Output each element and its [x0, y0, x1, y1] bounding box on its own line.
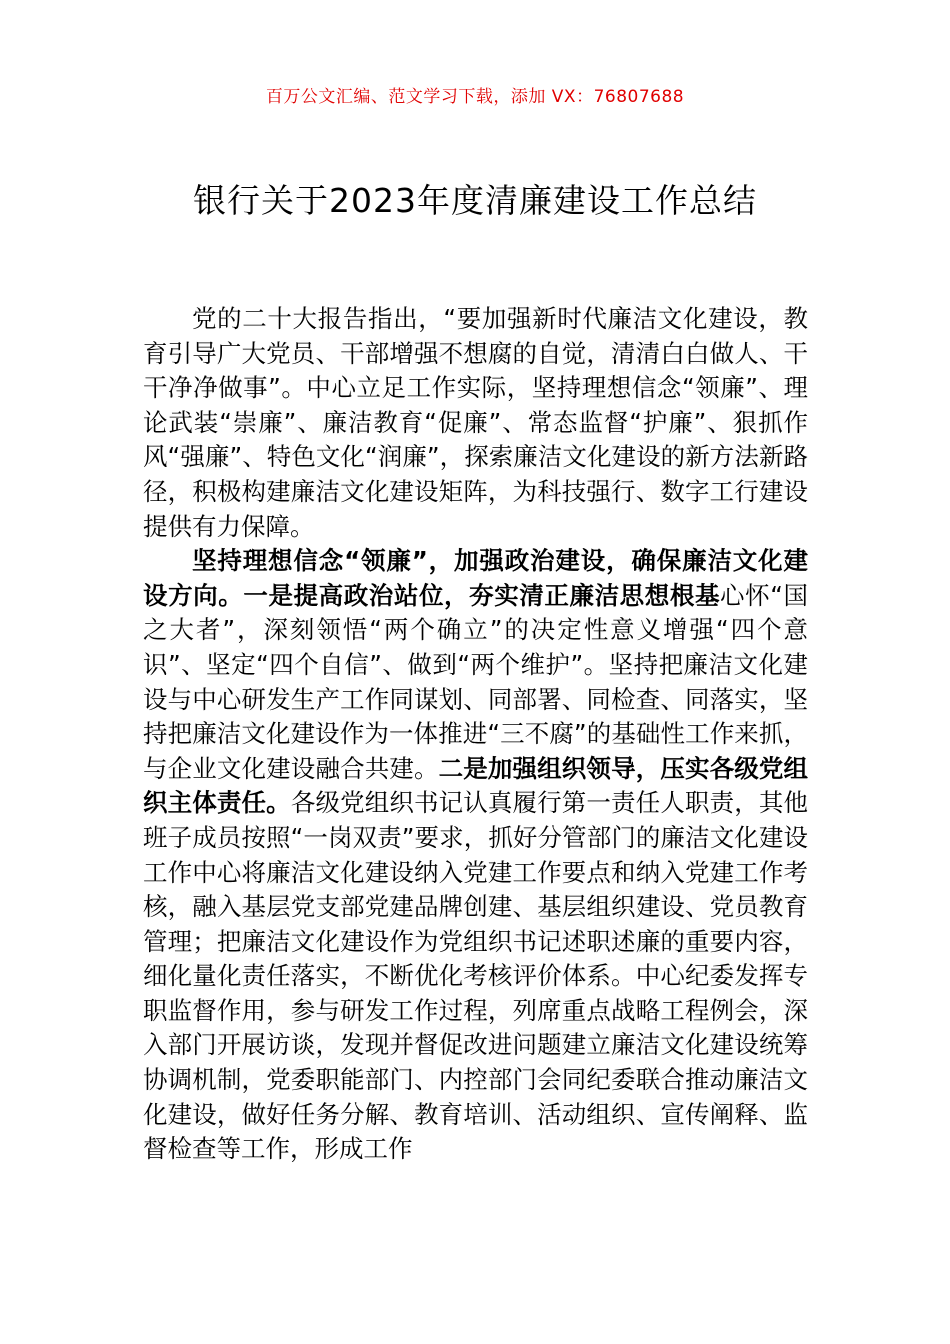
- watermark-header: 百万公文汇编、范文学习下载，添加 VX：76807688: [265, 87, 685, 107]
- section-text-1: 心怀“国之大者”，深刻领悟“两个确立”的决定性意义增强“四个意识”、坚定“四个自信”、做到“两个维护”。坚持把廉洁文化建设与中心研发生产工作同谋划、同部署、同检查、同落实，坚持把廉洁文化建设作为一体推进“三不腐”的基础性工作来抓，与企业文化建设融合共建。: [143, 580, 808, 783]
- document-body: [143, 302, 808, 1167]
- section-subheading: 二是加强组织领导，压实各级党组织主体责任。: [143, 753, 809, 818]
- section-heading: 坚持理想信念“领廉”，加强政治建设，确保廉洁文化建设方向。一是提高政治站位，夯实清正廉洁思想根基: [143, 546, 808, 610]
- paragraph-section-one: [143, 544, 808, 1167]
- document-title: 银行关于2023年度清廉建设工作总结: [193, 181, 757, 220]
- paragraph-intro: 党的二十大报告指出，“要加强新时代廉洁文化建设，教育引导广大党员、干部增强不想腐的自觉，清清白白做人、干干净净做事”。中心立足工作实际，坚持理想信念“领廉”、理论武装“崇廉”、廉洁教育“促廉”、常态监督“护廉”、狠抓作风“强廉”、特色文化“润廉”，探索廉洁文化建设的新方法新路径，积极构建廉洁文化建设矩阵，为科技强行、数字工行建设提供有力保障。: [143, 304, 808, 541]
- section-text-2: 各级党组织书记认真履行第一责任人职责，其他班子成员按照“一岗双责”要求，抓好分管部门的廉洁文化建设工作中心将廉洁文化建设纳入党建工作要点和纳入党建工作考核，融入基层党支部党建品牌创建、基层组织建设、党员教育管理；把廉洁文化建设作为党组织书记述职述廉的重要内容，细化量化责任落实，不断优化考核评价体系。中心纪委发挥专职监督作用，参与研发工作过程，列席重点战略工程例会，深入部门开展访谈，发现并督促改进问题建立廉洁文化建设统筹协调机制，党委职能部门、内控部门会同纪委联合推动廉洁文化建设，做好任务分解、教育培训、活动组织、宣传阐释、监督检查等工作，形成工作: [143, 788, 809, 1164]
